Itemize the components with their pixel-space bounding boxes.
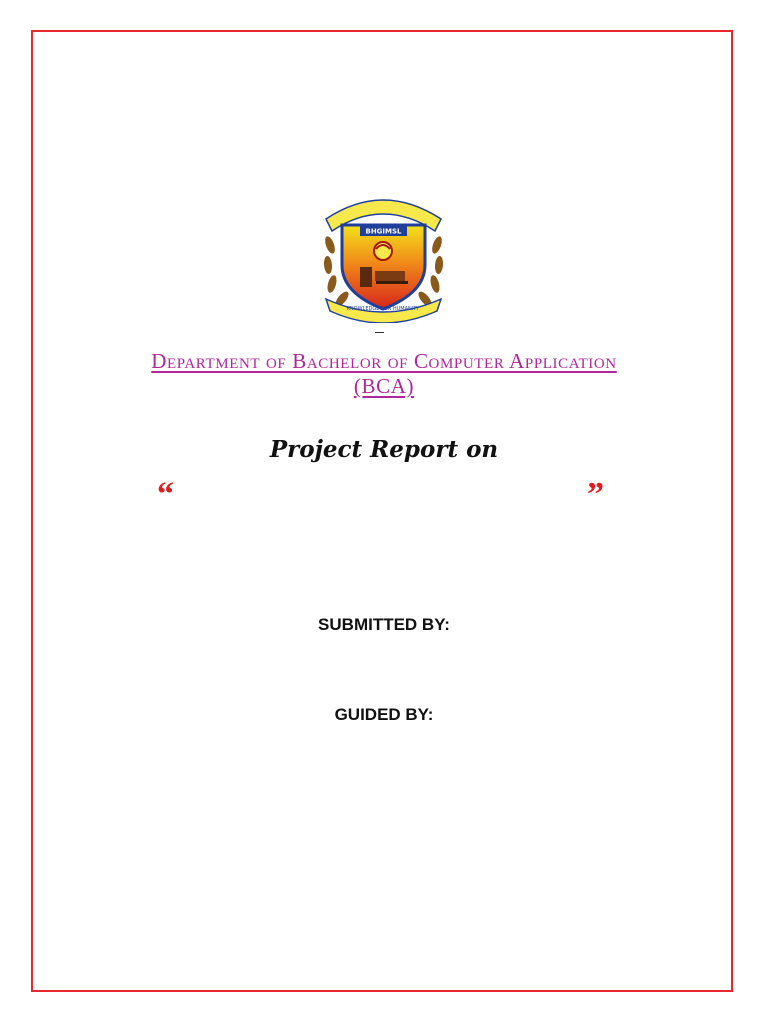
department-title: Department of Bachelor of Computer Application: [151, 349, 617, 373]
page-border: [31, 30, 733, 992]
department-abbreviation: (BCA): [353, 374, 415, 398]
submitted-by-label: SUBMITTED BY:: [318, 615, 450, 634]
project-report-title: Project Report on: [269, 436, 499, 463]
college-crest-logo: [320, 185, 447, 323]
guided-by-label: GUIDED BY:: [334, 705, 434, 724]
svg-text:KNOWLEDGE FOR HUMANITY: KNOWLEDGE FOR HUMANITY: [346, 306, 420, 312]
open-quote-mark: “: [157, 476, 174, 513]
svg-text:BHGIMSL: BHGIMSL: [365, 227, 402, 236]
separator-dash: [375, 332, 384, 333]
close-quote-mark: ”: [587, 476, 604, 513]
